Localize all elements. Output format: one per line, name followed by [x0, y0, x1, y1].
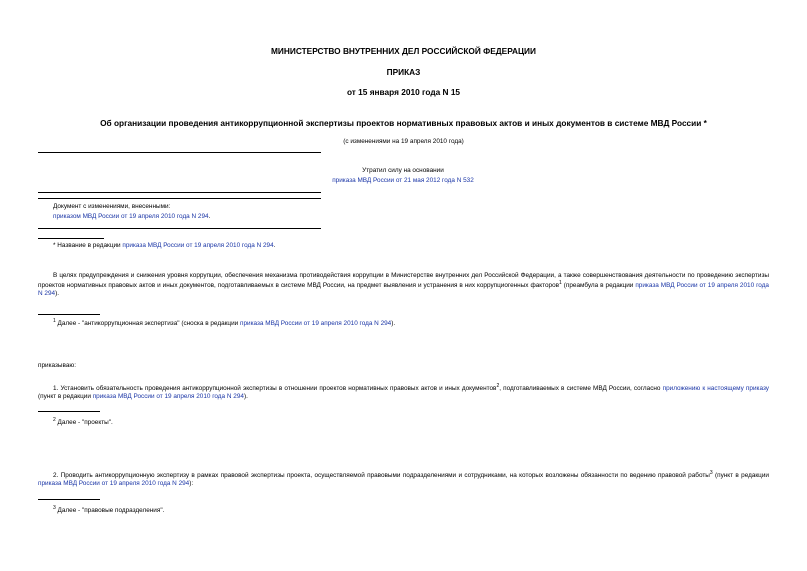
ministry-heading: МИНИСТЕРСТВО ВНУТРЕННИХ ДЕЛ РОССИЙСКОЙ ФЕДЕРАЦИИ — [271, 46, 536, 56]
lost-force-link[interactable]: приказа МВД России от 21 мая 2012 года N 532 — [332, 177, 474, 184]
preamble-text: В целях предупреждения и снижения уровня коррупции, обеспечения механизма противодействия коррупции в Министерстве внутренних дел Российской Федерации, а также совершенствования деятельности по проведению экспертизы проектов нормативных правовых актов и иных документов, подготавливаемых в системе МВД России, на предмет выявления и устранения в них коррупциогенных факторов — [38, 272, 769, 290]
item-text: (пункт в редакции — [38, 393, 93, 401]
footnote-3 — [53, 505, 164, 515]
footnote-link[interactable]: приказа МВД России от 19 апреля 2010 года N 294 — [240, 320, 392, 328]
item-text: ). — [243, 393, 248, 401]
document-date-number: от 15 января 2010 года N 15 — [346, 87, 461, 97]
document-type: ПРИКАЗ — [386, 67, 421, 77]
footnote-separator — [38, 314, 100, 315]
footnote-separator — [38, 499, 100, 500]
footnote-marker: 2 — [496, 383, 500, 389]
item-text: ): — [189, 480, 194, 488]
item-text: 1. Установить обязательность проведения антикоррупционной экспертизы в отношении проектов нормативных правовых актов и иных документов — [53, 385, 497, 393]
period: . — [273, 242, 276, 249]
preamble-text: (преамбула в редакции — [561, 282, 636, 290]
footnote-1 — [53, 318, 395, 328]
item-2-paragraph — [38, 470, 769, 488]
preamble-text: ). — [55, 290, 59, 298]
lost-force-label: Утратил силу на основании — [362, 167, 444, 174]
amendments-note: (с изменениями на 19 апреля 2010 года) — [343, 138, 464, 145]
divider — [38, 152, 321, 153]
footnote-text: Далее - "антикоррупционная экспертиза" (сноска в редакции — [55, 320, 240, 328]
item-text: , подготавливаемых в системе МВД России, согласно — [499, 385, 663, 393]
item-1-paragraph — [38, 383, 769, 401]
title-footnote-text: * Название в редакции — [53, 242, 123, 249]
item-link[interactable]: приказа МВД России от 19 апреля 2010 года N 294 — [92, 393, 244, 401]
footnote-text: ). — [391, 320, 396, 328]
footnote-marker: 1 — [53, 318, 56, 324]
item-text: (пункт в редакции — [712, 472, 769, 480]
item-text: 2. Проводить антикоррупционную экспертизу в рамках правовой экспертизы проекта, осуществляемой правовыми подразделениями и сотрудниками, на которых возложены обязанности по ведению правовой работы — [53, 472, 710, 480]
footnote-marker: 2 — [53, 417, 56, 423]
changes-line — [53, 213, 210, 221]
document-title: Об организации проведения антикоррупционной экспертизы проектов нормативных правовых актов и иных документов в системе МВД России * — [100, 118, 707, 128]
order-word: приказываю: — [38, 362, 76, 369]
preamble-paragraph — [38, 272, 769, 298]
divider — [38, 198, 321, 199]
footnote-separator — [38, 411, 100, 412]
divider — [38, 228, 321, 229]
footnote-text: Далее - "правовые подразделения". — [55, 507, 165, 515]
title-footnote — [53, 242, 275, 250]
footnote-marker: 3 — [709, 470, 713, 476]
item-link[interactable]: приказа МВД России от 19 апреля 2010 года N 294 — [38, 480, 190, 488]
appendix-link[interactable]: приложению к настоящему приказу — [662, 385, 769, 393]
footnote-marker: 1 — [559, 280, 562, 286]
footnote-2 — [53, 417, 113, 427]
footnote-text: Далее - "проекты". — [55, 419, 113, 427]
footnote-marker: 3 — [53, 505, 56, 511]
preamble-link[interactable]: приказа МВД России от 19 апреля 2010 года N 294 — [38, 282, 769, 298]
changes-link[interactable]: приказом МВД России от 19 апреля 2010 года N 294 — [53, 213, 209, 220]
title-footnote-link[interactable]: приказа МВД России от 19 апреля 2010 года N 294 — [122, 242, 274, 249]
divider — [38, 192, 321, 193]
changes-label: Документ с изменениями, внесенными: — [53, 203, 171, 210]
footnote-separator — [38, 238, 104, 239]
period: . — [208, 213, 211, 220]
